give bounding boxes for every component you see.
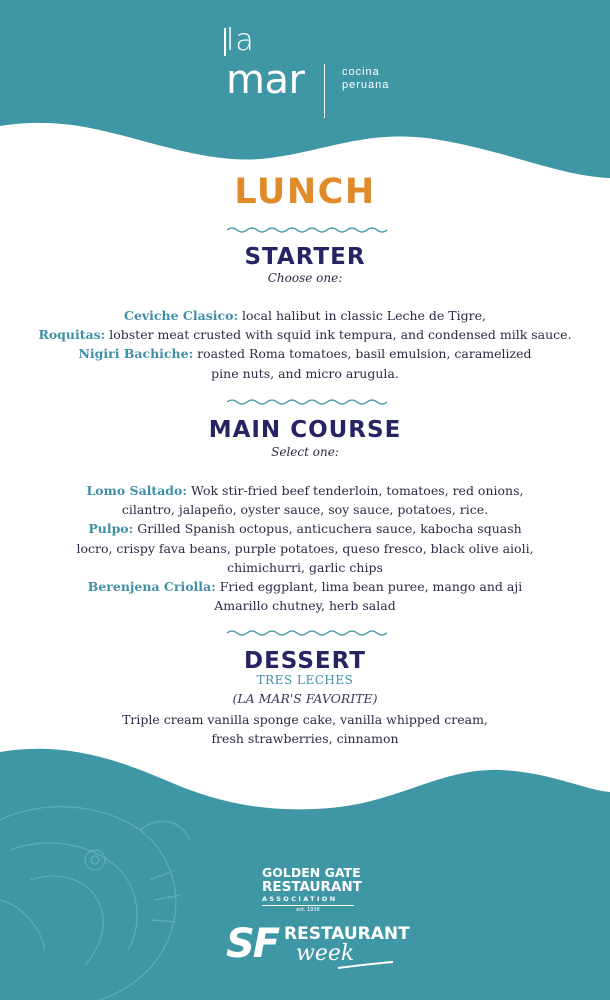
starter-instruction: Choose one: (267, 271, 343, 285)
sf-restaurant-week-logo (226, 921, 410, 972)
starter-item (0, 306, 610, 325)
logo-divider (324, 64, 325, 118)
main-line (0, 558, 610, 577)
dessert-description (0, 710, 610, 748)
dessert-note: (LA MAR'S FAVORITE) (232, 691, 378, 706)
starter-items (0, 306, 610, 383)
main-item-desc: Fried eggplant, lima bean puree, mango and aji (215, 579, 523, 595)
starter-item (0, 325, 610, 344)
ggra-line1: GOLDEN GATE (262, 865, 361, 880)
ggra-logo (262, 866, 362, 914)
starter-item (0, 344, 610, 363)
menu-title: LUNCH (234, 172, 376, 212)
main-item-desc: cilantro, jalapeño, oyster sauce, soy sauce, potatoes, rice. (121, 502, 489, 518)
starter-item-name: Roquitas: (38, 327, 106, 343)
main-item-desc: chimichurri, garlic chips (227, 559, 383, 575)
main-item-desc: Wok stir-fried beef tenderloin, tomatoes, red onions, (187, 483, 524, 498)
main-item-desc: Grilled Spanish octopus, anticuchera sauce, kabocha squash (133, 521, 522, 537)
main-item-name: Pulpo: (88, 521, 134, 537)
main-course-heading: MAIN COURSE (208, 417, 402, 443)
logo-tagline (342, 66, 389, 92)
sf-text: SF (226, 921, 279, 967)
ggra-line2: RESTAURANT (262, 879, 362, 895)
week-underline-swoosh (338, 960, 393, 970)
logo-mar-text: mar (226, 57, 305, 103)
ggra-line3: ASSOCIATION (262, 895, 338, 903)
wave-divider (227, 629, 387, 637)
main-item-desc: Amarillo chutney, herb salad (214, 598, 396, 614)
main-item-name: Berenjena Criolla: (87, 579, 216, 595)
restaurant-text: RESTAURANT (284, 924, 410, 944)
main-course-items (0, 481, 610, 615)
starter-item-name: Nigiri Bachiche: (78, 346, 194, 362)
dessert-line: Triple cream vanilla sponge cake, vanilla whipped cream, (122, 712, 488, 727)
starter-item-name: Ceviche Clasico: (124, 308, 239, 323)
logo-la-text: la (226, 23, 255, 58)
logo-tagline-line2: peruana (342, 79, 390, 91)
dessert-heading: DESSERT (244, 648, 366, 674)
main-item-name: Lomo Saltado: (86, 483, 187, 498)
main-line (0, 519, 610, 538)
starter-item-desc: lobster meat crusted with squid ink tempura, and condensed milk sauce. (105, 327, 572, 343)
dessert-line: fresh strawberries, cinnamon (211, 731, 399, 747)
wave-divider (227, 226, 387, 234)
main-line (0, 539, 610, 558)
logo-tagline-line1: cocina (342, 66, 380, 78)
starter-item-continuation: pine nuts, and micro arugula. (211, 365, 399, 381)
dessert-name: TRES LECHES (256, 673, 354, 687)
starter-item-desc: roasted Roma tomatoes, basil emulsion, caramelized (193, 346, 532, 362)
main-line (0, 481, 610, 500)
la-mar-logo (226, 22, 406, 122)
main-line (0, 577, 610, 596)
starter-heading: STARTER (244, 244, 366, 270)
main-line (0, 596, 610, 615)
week-text: week (296, 941, 355, 966)
starter-item-desc: local halibut in classic Leche de Tigre, (238, 308, 486, 323)
ggra-est: est. 1936 (296, 907, 320, 913)
wave-divider (227, 398, 387, 406)
main-line (0, 500, 610, 519)
main-item-desc: locro, crispy fava beans, purple potatoes, queso fresco, black olive aioli, (76, 540, 534, 556)
main-course-instruction: Select one: (271, 445, 339, 459)
